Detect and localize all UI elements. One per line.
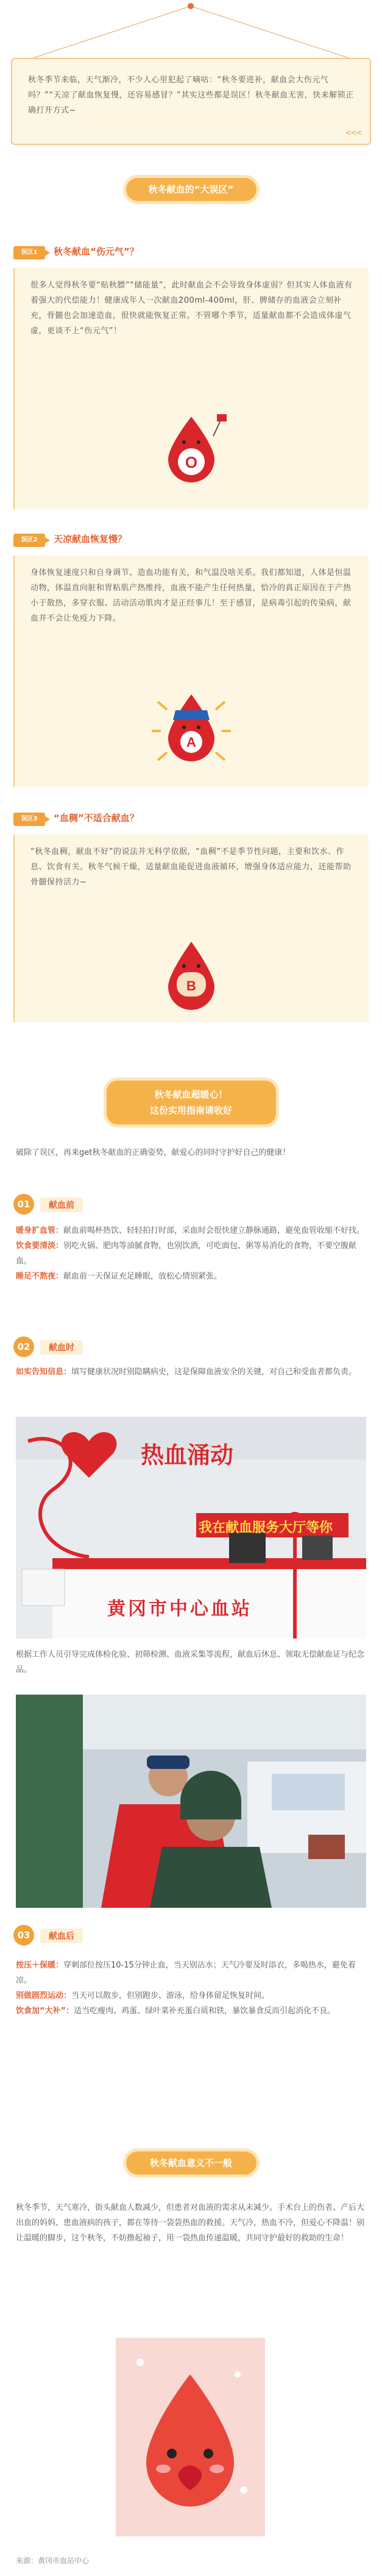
step2-number: 02 xyxy=(13,1336,34,1357)
step2-header xyxy=(13,1336,196,1361)
myth2-text: 身体恢复速度只和自身调节、造血功能有关，和气温没啥关系。我们都知道，人体是恒温动物，体温直向脏和胃粘肌产热维持，血液不能产生任何热量，恰冷的真正原因在于产热小于散热，多穿衣服、活动活动肌肉才是正经事儿！至于感冒，是病毒引起的传染病，献血并不会让免疫力下降。 xyxy=(30,568,352,623)
step2-middle-text: 根据工作人员引导完成体检化验、初筛检测、血液采集等流程，献血后休息、领取无偿献血证与纪念品。 xyxy=(16,1650,365,1674)
photo1-banner-text: 热血涌动 xyxy=(141,1441,234,1469)
step1-content xyxy=(16,1223,366,1284)
step1-label: 献血前 xyxy=(40,1198,83,1212)
myth2-tag: 误区2 xyxy=(13,534,45,547)
step2-content xyxy=(16,1364,366,1380)
step3-entry: 别做剧烈运动：当天可以散步，但别跑步、游泳，给身体留足恢复时间。 xyxy=(16,1991,270,2000)
myth1-text: 很多人觉得秋冬要“贴秋膘”“储能量”，此时献血会不会导致身体虚弱？但其实人体血液有着强大的代偿能力！健康成年人一次献血200ml-400ml，肝、脾储存的血液会立刻补充，骨髓也会加速造血，很快就能恢复正常。不管哪个季节，适量献血都不会造成体虚气虚，更谈不上“伤元气”！ xyxy=(30,281,353,336)
step2-entry: 如实告知信息：填写健康状况时别隐瞒病史，这是保障血液安全的关键，对自己和受血者都负责。 xyxy=(16,1367,357,1377)
section2-intro: 破除了误区，再来get秋冬献血的正确姿势，献爱心的同时守护好自己的健康！ xyxy=(16,1148,291,1157)
step3-entry: 饮食加“大补”：适当吃瘦肉、鸡蛋、绿叶菜补充蛋白质和铁，暴饮暴食反而引起消化不良。 xyxy=(16,2006,336,2016)
myth2-title: 天凉献血恢复慢？ xyxy=(54,534,127,545)
myth3-tag: 误区3 xyxy=(13,813,45,826)
myth1-tag: 误区1 xyxy=(13,246,45,259)
myth1-header xyxy=(13,244,367,264)
section3-title: 秋冬献血意义不一般 xyxy=(126,2151,256,2175)
section3-text: 秋冬季节，天气寒冷，街头献血人数减少，但患者对血液的需求从未减少。手术台上的伤者、产后大出血的妈妈、患血液病的孩子，都在等待一袋袋热血的救援。天气冷，热血不冷，但爱心不降温！别让温暖的脚步，这个秋冬，不妨撸起袖子，用一袋热血传递温暖，共同守护最好的救助的生命！ xyxy=(16,2203,365,2243)
step3-label: 献血后 xyxy=(40,1928,83,1943)
myth3-header xyxy=(13,810,367,831)
step2-label: 献血时 xyxy=(40,1340,83,1355)
blood-drop-mascot-o-icon xyxy=(155,412,228,485)
myth3-title: “血稠”不适合献血？ xyxy=(54,813,139,824)
section2-title-line1: 秋冬献血超暖心！ xyxy=(154,1089,228,1100)
myth1-title: 秋冬献血“伤元气”？ xyxy=(54,246,139,257)
myth2-header xyxy=(13,531,367,552)
intro-card xyxy=(11,58,371,145)
step3-entry: 按压＋保暖：穿刺部位按压10-15分钟止血，当天别沾水；天气冷要及时添衣，多喝热水，避免着凉。 xyxy=(16,1961,356,1985)
intro-text: 秋冬季节来临，天气渐冷，不少人心里犯起了嘀咕：“秋冬要进补，献血会大伤元气吗？”“天凉了献血恢复慢，还容易感冒？”其实这些都是误区！秋冬献血无害，快来解锁正确打开方式~ xyxy=(28,76,354,115)
photo1-station-name: 黄冈市中心血站 xyxy=(107,1598,252,1620)
blood-drop-mascot-a-icon xyxy=(149,688,234,768)
step1-header xyxy=(13,1194,196,1218)
section2-title xyxy=(107,1081,276,1124)
mascot-letter-a: A xyxy=(186,735,196,750)
photo-donors xyxy=(16,1695,366,1908)
step3-content xyxy=(16,1958,366,2019)
blood-drop-mascot-b-icon xyxy=(155,937,228,1012)
section2-title-line2: 这份实用指南请收好 xyxy=(149,1105,232,1116)
photo1-subbanner-text: 我在献血服务大厅等你 xyxy=(199,1520,333,1536)
step3-header xyxy=(13,1925,196,1949)
step3-number: 03 xyxy=(13,1925,34,1946)
step1-entry: 暖身扩血管：献血前喝杯热饮、轻轻拍打时部，采血时会很快建立静脉通路，避免血管收缩不好找。 xyxy=(16,1226,365,1235)
hanging-decoration xyxy=(0,0,382,67)
photo-blood-station-hall xyxy=(16,1417,366,1639)
mascot-letter-o: O xyxy=(185,453,197,471)
step1-number: 01 xyxy=(13,1194,34,1215)
more-arrows-icon: <<< xyxy=(345,129,361,138)
myth3-text: “秋冬血稠，献血不好”的说法并无科学依据，“血稠”不是季节性问题，主要和饮水、作息、饮食有关。秋冬气候干燥，适量献血能促进血液循环，增强身体适应能力，还能帮助骨髓保持活力~ xyxy=(30,847,352,887)
mascot-letter-b: B xyxy=(186,978,196,993)
closing-illustration xyxy=(116,2338,265,2536)
source-footer: 来源：黄冈市血站中心 xyxy=(16,2557,90,2565)
step1-entry: 睡足不熬夜：献血前一天保证充足睡眠，放松心情别紧张。 xyxy=(16,1272,222,1281)
section1-title: 秋冬献血的“大误区” xyxy=(126,178,256,201)
step1-entry: 饮食要清淡：别吃火锅、肥肉等油腻食物，也别饮酒，可吃面包、粥等易消化的食物，不要空腹献血。 xyxy=(16,1241,357,1266)
